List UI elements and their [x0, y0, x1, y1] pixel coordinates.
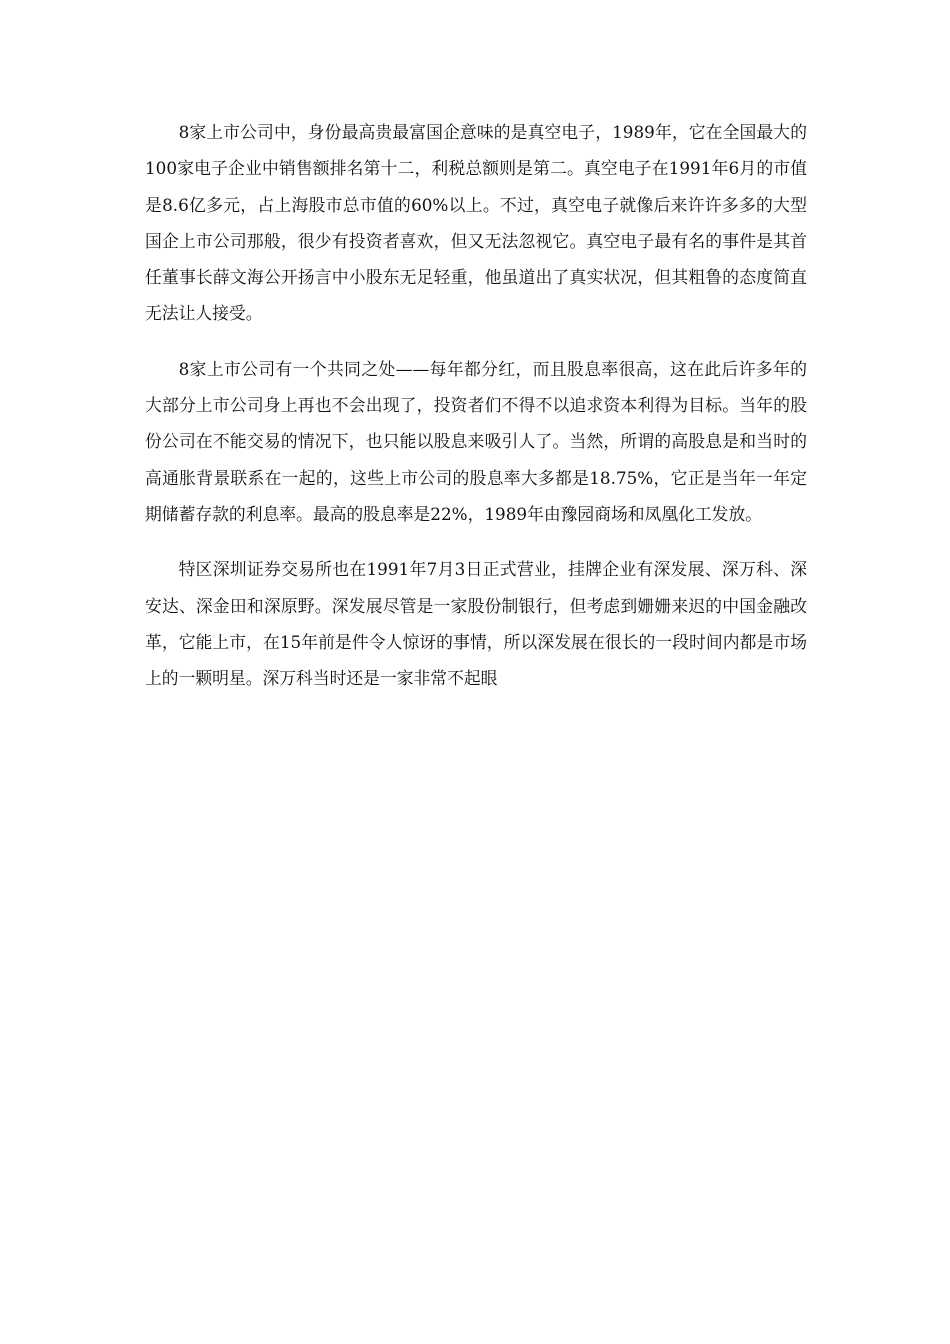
document-body	[145, 114, 807, 715]
paragraph-2: 8家上市公司有一个共同之处——每年都分红，而且股息率很高，这在此后许多年的大部分上市公司身上再也不会出现了，投资者们不得不以追求资本利得为目标。当年的股份公司在不能交易的情况下，也只能以股息来吸引人了。当然，所谓的高股息是和当时的高通胀背景联系在一起的，这些上市公司的股息率大多都是18.75%，它正是当年一年定期储蓄存款的利息率。最高的股息率是22%，1989年由豫园商场和凤凰化工发放。	[145, 358, 807, 524]
paragraph-3: 特区深圳证券交易所也在1991年7月3日正式营业，挂牌企业有深发展、深万科、深安达、深金田和深原野。深发展尽管是一家股份制银行，但考虑到姗姗来迟的中国金融改革，它能上市，在15年前是件令人惊讶的事情，所以深发展在很长的一段时间内都是市场上的一颗明星。深万科当时还是一家非常不起眼	[145, 559, 807, 689]
paragraph-1: 8家上市公司中，身份最高贵最富国企意味的是真空电子，1989年，它在全国最大的100家电子企业中销售额排名第十二，利税总额则是第二。真空电子在1991年6月的市值是8.6亿多元，占上海股市总市值的60%以上。不过，真空电子就像后来许许多多的大型国企上市公司那般，很少有投资者喜欢，但又无法忽视它。真空电子最有名的事件是其首任董事长薛文海公开扬言中小股东无足轻重，他虽道出了真实状况，但其粗鲁的态度简直无法让人接受。	[145, 122, 807, 324]
